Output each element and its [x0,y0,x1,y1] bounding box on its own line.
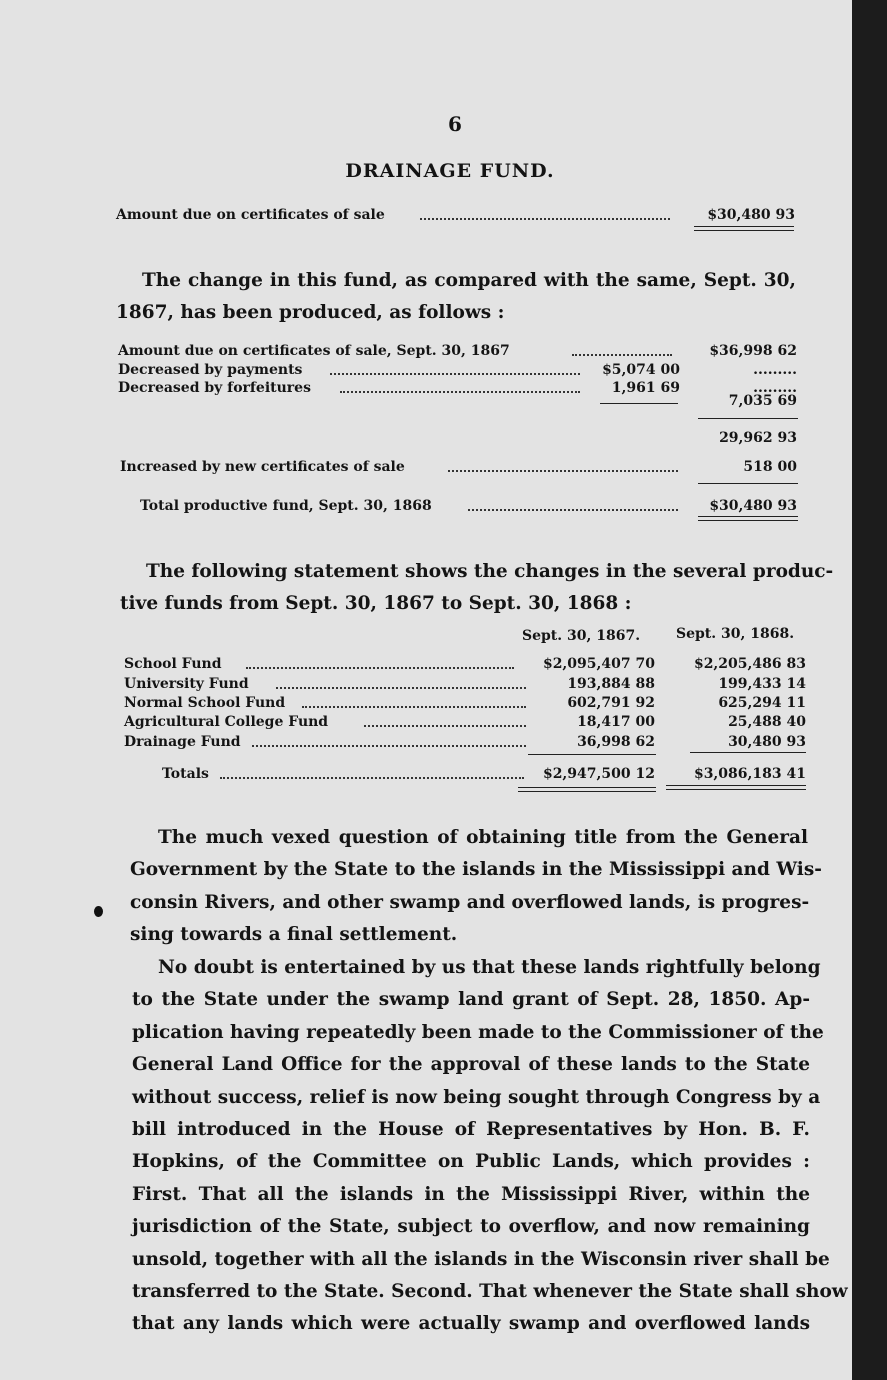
sum-rule [690,752,806,753]
leader-dots [246,667,514,669]
fund-name: Drainage Fund [124,734,241,750]
leader-dots [364,725,526,727]
sum-rule [698,483,798,484]
ledger-sub: 1,961 69 [611,380,680,396]
amount-due-label: Amount due on certificates of sale [116,207,385,223]
table-row [0,734,852,754]
ledger-label: Decreased by forfeitures [118,380,311,396]
page-number: 6 [448,112,462,136]
ledger-row [0,343,852,363]
paragraph-line: to the State under the swamp land grant of Sept. 28, 1850. Ap- [132,989,810,1011]
fund-1868: $2,205,486 83 [693,656,806,672]
table-row [0,714,852,734]
amount-due-row [0,207,852,227]
leader-dots [420,218,670,220]
fund-name: University Fund [124,676,249,692]
fund-1868: 30,480 93 [728,734,806,750]
swamp-land-paragraph [132,952,848,1341]
change-paragraph [116,265,796,330]
double-rule [518,787,656,792]
paragraph-line: The following statement shows the changes in the several produc- [146,561,834,582]
paragraph-line: General Land Office for the approval of these lands to the State [132,1054,810,1076]
paragraph-line: tive funds from Sept. 30, 1867 to Sept. 30, 1868 : [120,593,632,615]
ledger-row [0,362,852,382]
paragraph-line: No doubt is entertained by us that these lands rightfully belong [158,957,821,978]
ledger-label: Amount due on certificates of sale, Sept. 30, 1867 [118,343,510,359]
ledger-sub: $5,074 00 [602,362,680,378]
fund-name: School Fund [124,656,222,672]
column-header-1867: Sept. 30, 1867. [522,628,641,644]
leader-dots [220,777,524,779]
paragraph-line: unsold, together with all the islands in the Wisconsin river shall be [132,1248,830,1270]
column-header-1868: Sept. 30, 1868. [676,626,795,642]
paragraph-line: transferred to the State. Second. That whenever the State shall show [132,1280,848,1302]
paragraph-line: Government by the State to the islands in the Mississippi and Wis- [130,859,822,881]
ledger-total: ......... [753,362,797,378]
sum-rule [698,418,798,419]
leader-dots [448,470,678,472]
paragraph-line: without success, relief is now being sought through Congress by a [132,1086,821,1108]
title-question-paragraph [130,822,822,952]
totals-1867: $2,947,500 12 [542,766,655,782]
fund-name: Normal School Fund [124,695,286,711]
fund-name: Agricultural College Fund [124,714,329,730]
fund-1867: 18,417 00 [577,714,655,730]
paragraph-line: Hopkins, of the Committee on Public Lands, which provides : [132,1151,810,1173]
paragraph-line: The much vexed question of obtaining title from the General [158,827,808,848]
fund-1868: 199,433 14 [718,676,806,692]
amount-due-value: $30,480 93 [707,207,795,223]
leader-dots [330,373,580,375]
total-productive-value: $30,480 93 [709,498,797,514]
paragraph-line: plication having repeatedly been made to the Commissioner of the [132,1021,824,1043]
totals-1868: $3,086,183 41 [693,766,806,782]
leader-dots [572,354,672,356]
paragraph-line: bill introduced in the House of Representatives by Hon. B. F. [132,1118,810,1140]
table-row [0,676,852,696]
margin-mark [94,906,103,917]
ledger-subtotal-1: 7,035 69 [728,393,797,409]
paragraph-line: 1867, has been produced, as follows : [116,302,505,324]
double-rule [666,785,806,790]
ledger-subtotal-row [0,430,852,450]
paragraph-line: consin Rivers, and other swamp and overflowed lands, is progres- [130,891,810,913]
table-row [0,656,852,676]
paragraph-line: jurisdiction of the State, subject to overflow, and now remaining [132,1216,810,1238]
statement-paragraph [120,556,834,621]
totals-label: Totals [162,766,209,782]
fund-1868: 25,488 40 [728,714,806,730]
fund-1867: $2,095,407 70 [542,656,655,672]
ledger-subtotal-2: 29,962 93 [719,430,797,446]
double-rule [694,226,794,231]
total-productive-label: Total productive fund, Sept. 30, 1868 [140,498,432,514]
page-edge [852,0,887,1380]
fund-1867: 602,791 92 [567,695,655,711]
fund-1868: 625,294 11 [718,695,806,711]
ledger-label: Decreased by payments [118,362,303,378]
leader-dots [276,687,526,689]
table-row [0,695,852,715]
paragraph-line: sing towards a final settlement. [130,924,458,946]
totals-row [0,766,852,786]
leader-dots [468,509,678,511]
paragraph-line: First. That all the islands in the Mississippi River, within the [132,1183,810,1205]
ledger-total: ......... [753,380,797,396]
paragraph-line: that any lands which were actually swamp and overflowed lands [132,1313,810,1335]
double-rule [698,516,798,521]
increase-row [0,459,852,479]
paragraph-line: The change in this fund, as compared with the same, Sept. 30, [142,270,796,291]
leader-dots [252,745,526,747]
total-productive-row [0,498,852,518]
section-title: DRAINAGE FUND. [345,160,555,182]
increase-value: 518 00 [743,459,797,475]
sum-rule [528,754,656,755]
leader-dots [302,706,526,708]
fund-1867: 36,998 62 [577,734,655,750]
ledger-subtotal-row [0,393,852,413]
increase-label: Increased by new certificates of sale [120,459,405,475]
fund-1867: 193,884 88 [567,676,655,692]
ledger-total: $36,998 62 [709,343,797,359]
